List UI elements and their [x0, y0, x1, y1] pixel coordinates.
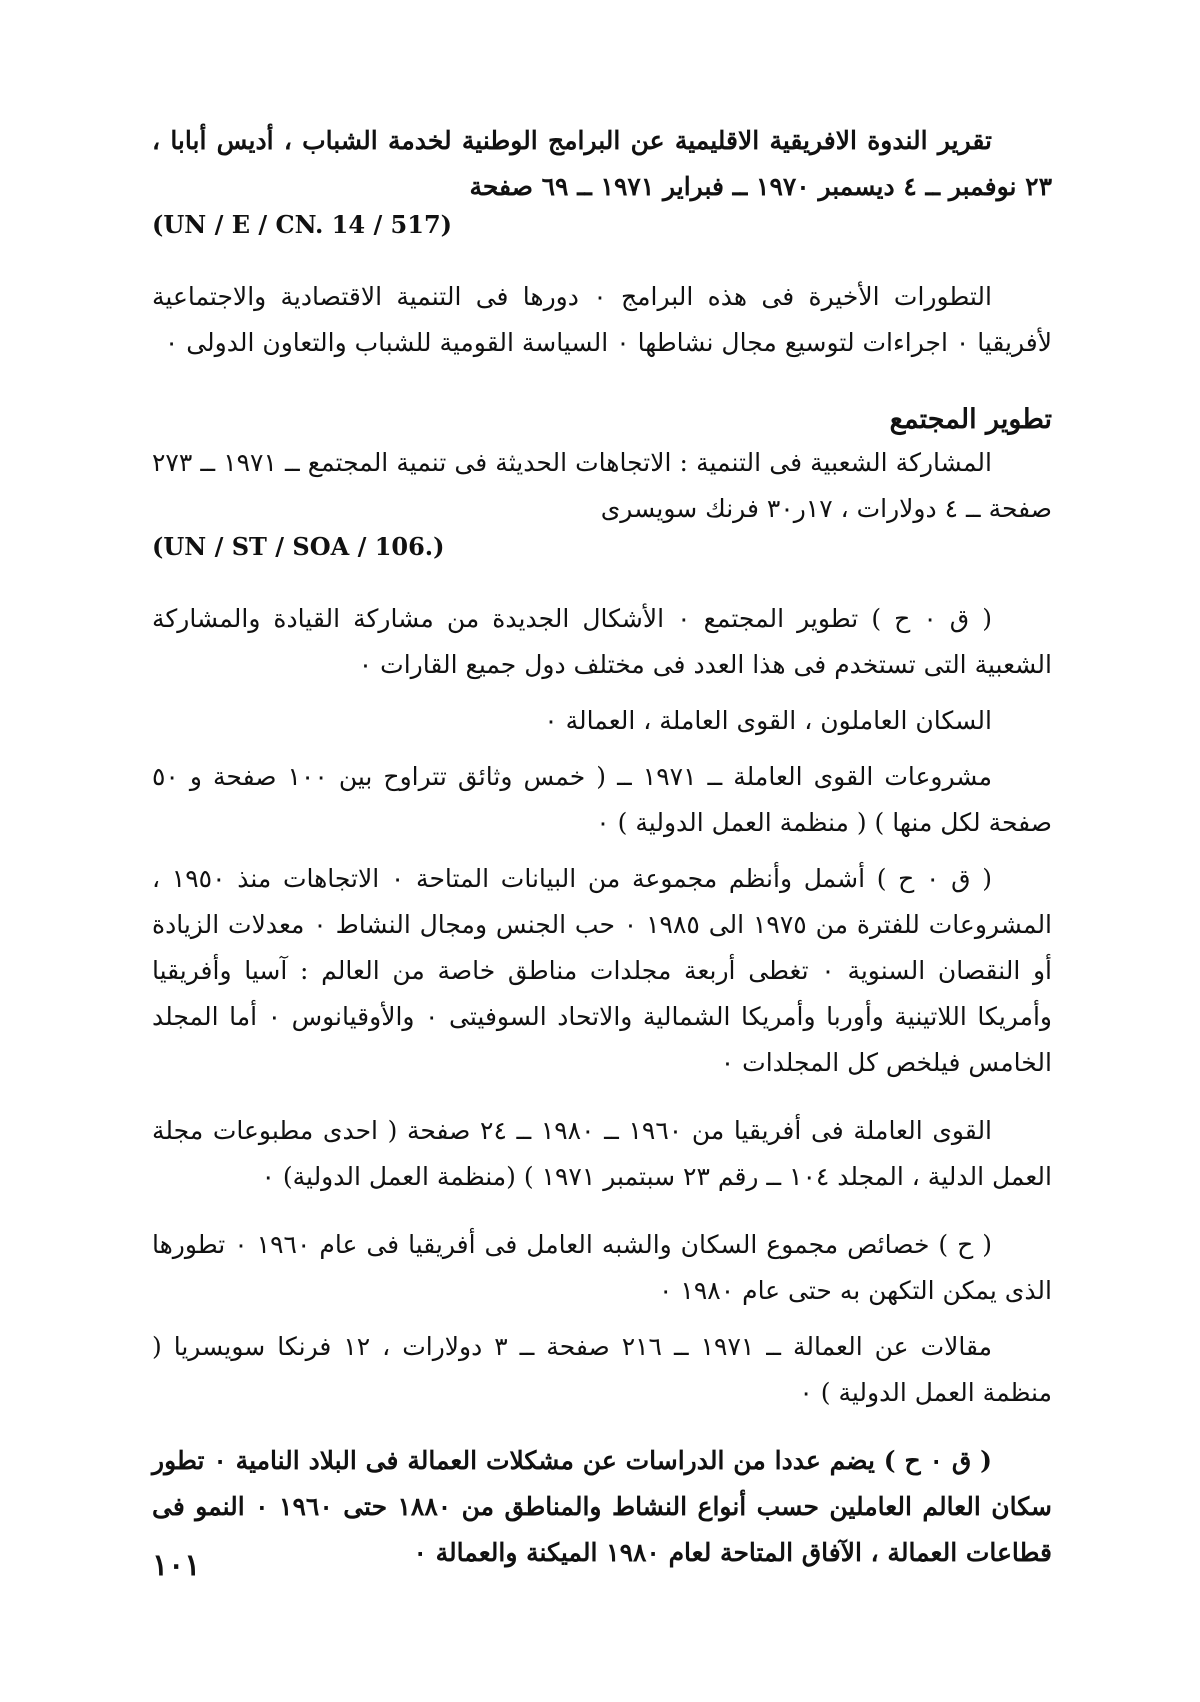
entry-3-title: مشروعات القوى العاملة ــ ١٩٧١ ــ ( خمس وثائق تتراوح بين ١٠٠ صفحة و ٥٠ صفحة لكل منها ) ( منظمة العمل الدولية ) ٠ — [152, 762, 1052, 837]
page-number: ١٠١ — [152, 1548, 201, 1583]
section-heading-working-population: السكان العاملون ، القوى العاملة ، العمالة ٠ — [544, 706, 992, 735]
entry-2-title: المشاركة الشعبية فى التنمية : الاتجاهات الحديثة فى تنمية المجتمع ــ ١٩٧١ ــ ٢٧٣ صفحة ــ ٤ دولارات ، ١٧ر٣٠ فرنك سويسرى — [152, 448, 1052, 523]
entry-2-document-code: (UN / ST / SOA / 106.) — [152, 532, 445, 561]
entry-3-description: ( ق ٠ ح ) أشمل وأنظم مجموعة من البيانات المتاحة ٠ الاتجاهات منذ ١٩٥٠ ، المشروعات للفترة من ١٩٧٥ الى ١٩٨٥ ٠ حب الجنس ومجال النشاط ٠ معدلات الزيادة أو النقصان السنوية ٠ تغطى أربعة مجلدات مناطق خاصة من العالم : آسيا وأفريقيا وأمريكا اللاتينية وأوربا وأمريكا الشمالية والاتحاد السوفيتى ٠ والأوقيانوس ٠ أما المجلد الخامس فيلخص كل المجلدات ٠ — [152, 864, 1053, 1077]
entry-4-title: القوى العاملة فى أفريقيا من ١٩٦٠ ــ ١٩٨٠ ــ ٢٤ صفحة ( احدى مطبوعات مجلة العمل الدلية ، المجلد ١٠٤ ــ رقم ٢٣ سبتمبر ١٩٧١ ) (منظمة العمل الدولية) ٠ — [152, 1116, 1052, 1191]
entry-4-description: ( ح ) خصائص مجموع السكان والشبه العامل فى أفريقيا فى عام ١٩٦٠ ٠ تطورها الذى يمكن التكهن به حتى عام ١٩٨٠ ٠ — [152, 1230, 1052, 1305]
section-heading-community-development: تطوير المجتمع — [889, 404, 1052, 435]
entry-1-document-code: (UN / E / CN. 14 / 517) — [152, 210, 453, 239]
entry-5-description: ( ق ٠ ح ) يضم عددا من الدراسات عن مشكلات العمالة فى البلاد النامية ٠ تطور سكان العالم العاملين حسب أنواع النشاط والمناطق من ١٨٨٠ حتى ١٩٦٠ ٠ النمو فى قطاعات العمالة ، الآفاق المتاحة لعام ١٩٨٠ الميكنة والعمالة ٠ — [152, 1446, 1052, 1567]
text-column — [152, 118, 1052, 1576]
entry-1-description: التطورات الأخيرة فى هذه البرامج ٠ دورها فى التنمية الاقتصادية والاجتماعية لأفريقيا ٠ اجراءات لتوسيع مجال نشاطها ٠ السياسة القومية للشباب والتعاون الدولى ٠ — [152, 282, 1052, 357]
entry-1-title: تقرير الندوة الافريقية الاقليمية عن البرامج الوطنية لخدمة الشباب ، أديس أبابا ، ٢٣ نوفمبر ــ ٤ ديسمبر ١٩٧٠ ــ فبراير ١٩٧١ ــ ٦٩ صفحة — [152, 126, 1052, 201]
entry-2-description: ( ق ٠ ح ) تطوير المجتمع ٠ الأشكال الجديدة من مشاركة القيادة والمشاركة الشعبية التى تستخدم فى هذا العدد فى مختلف دول جميع القارات ٠ — [152, 604, 1052, 679]
entry-5-title: مقالات عن العمالة ــ ١٩٧١ ــ ٢١٦ صفحة ــ ٣ دولارات ، ١٢ فرنكا سويسريا ( منظمة العمل الدولية ) ٠ — [152, 1332, 1052, 1407]
